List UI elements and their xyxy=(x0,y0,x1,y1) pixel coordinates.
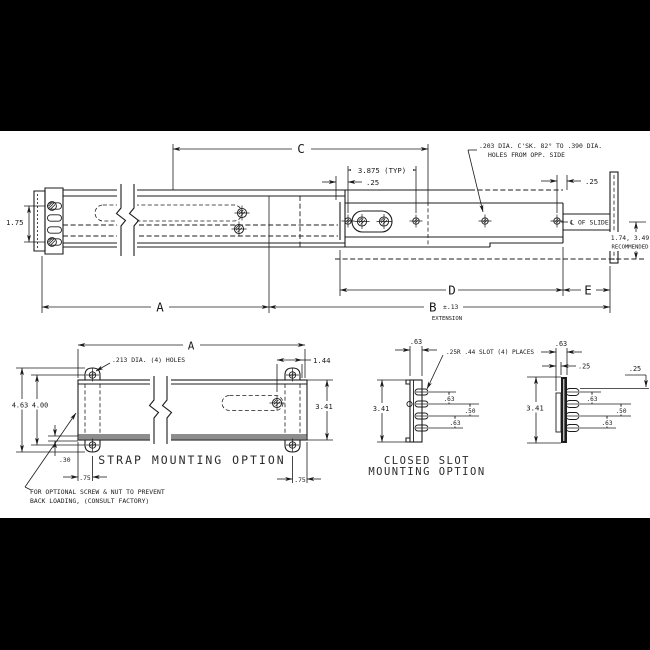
dim-3875-typ: 3.875 (TYP) xyxy=(357,166,407,175)
end-dim-341: 3.41 xyxy=(526,403,544,413)
end-dim-25-b: .25 xyxy=(628,365,642,373)
closed-slot-title-line1: CLOSED SLOT xyxy=(383,455,471,467)
strap-dim-75-right: .75 xyxy=(294,475,306,484)
strap-note-line2: BACK LOADING, (CONSULT FACTORY) xyxy=(30,497,150,505)
dim-c: C xyxy=(297,141,305,156)
strap-dim-75-left: .75 xyxy=(79,473,91,482)
dim-b-tolerance: ±.13 xyxy=(443,303,459,311)
dim-e: E xyxy=(584,282,592,298)
end-dim-63-b: .63 xyxy=(601,420,613,427)
strap-dim-144: 1.44 xyxy=(313,355,331,365)
strap-dim-a: A xyxy=(187,339,195,353)
dim-a: A xyxy=(156,299,164,315)
dim-b: B xyxy=(429,299,437,315)
dim-recommended-value: 1.74, 3.49 xyxy=(610,234,650,242)
closed-slot-dim-63-b: .63 xyxy=(449,420,461,427)
strap-holes-note: .213 DIA. (4) HOLES xyxy=(112,356,186,364)
closed-slot-dim-63-a: .63 xyxy=(443,396,455,403)
dim-1-75: 1.75 xyxy=(6,218,24,227)
bottom-flange-band xyxy=(79,436,307,439)
dim-recommended-label: RECOMMENDED xyxy=(611,244,649,251)
strap-view-title: STRAP MOUNTING OPTION xyxy=(98,453,286,467)
closed-slot-dim-50: .50 xyxy=(464,408,476,415)
dim-25-right: .25 xyxy=(585,176,599,186)
centerline-of-slide-label: ℄ OF SLIDE xyxy=(570,218,609,227)
closed-slot-title-line2: MOUNTING OPTION xyxy=(368,466,486,478)
note-csk-line1: .203 DIA. C'SK. 82° TO .390 DIA. xyxy=(479,142,603,150)
closed-slot-note: .25R .44 SLOT (4) PLACES xyxy=(446,349,535,356)
closed-slot-dim-341: 3.41 xyxy=(372,405,390,413)
end-dim-50: .50 xyxy=(615,408,627,415)
closed-slot-dim-63-top: .63 xyxy=(409,338,423,346)
end-dim-63-top: .63 xyxy=(554,340,568,348)
dim-25-left: .25 xyxy=(366,177,380,187)
dim-b-extension-label: EXTENSION xyxy=(431,316,463,322)
end-dim-63-a: .63 xyxy=(586,396,598,403)
strap-dim-30: .30 xyxy=(59,456,71,464)
strap-dim-341: 3.41 xyxy=(315,402,333,411)
strap-dim-463: 4.63 xyxy=(11,401,29,410)
strap-dim-400: 4.00 xyxy=(31,401,49,410)
dim-d: D xyxy=(448,282,456,298)
end-dim-25-a: .25 xyxy=(578,362,591,371)
strap-note-line1: FOR OPTIONAL SCREW & NUT TO PREVENT xyxy=(30,488,165,496)
note-csk-line2: HOLES FROM OPP. SIDE xyxy=(488,151,565,159)
